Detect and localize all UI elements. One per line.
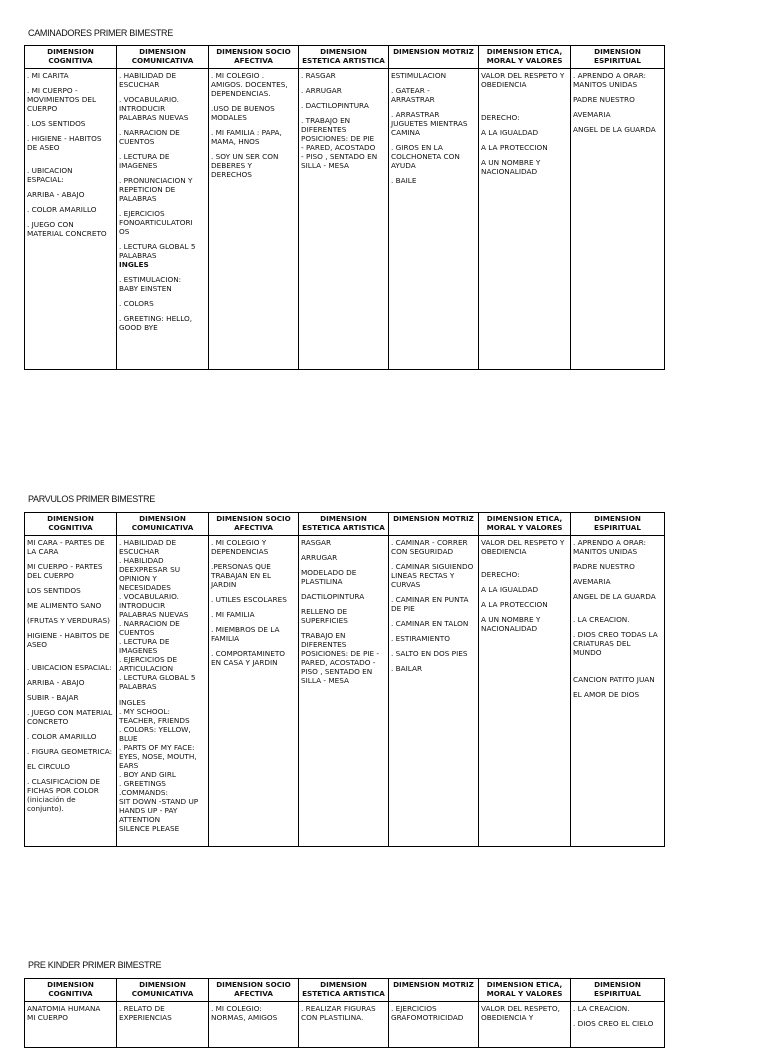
list-item: . DIOS CREO TODAS LA CRIATURAS DEL MUNDO: [573, 630, 658, 657]
list-item-ingles: INGLES: [119, 260, 149, 269]
list-item: . MI FAMILIA: [211, 610, 255, 619]
list-item: EL AMOR DE DIOS: [573, 690, 640, 699]
header-socio-afectiva: DIMENSION SOCIO AFECTIVA: [209, 513, 299, 536]
list-item: . LA CREACION.: [573, 615, 630, 624]
header-comunicativa: DIMENSION COMUNICATIVA: [117, 513, 209, 536]
list-item: . GATEAR - ARRASTRAR: [391, 86, 435, 104]
list-item: . VOCABULARIO. INTRODUCIR PALABRAS NUEVAS: [119, 95, 189, 122]
list-item: . BAILE: [391, 176, 417, 185]
list-item: . RASGAR: [301, 71, 336, 80]
list-item: PADRE NUESTRO: [573, 95, 635, 104]
list-item: . BAILAR: [391, 664, 423, 673]
list-item: . SOY UN SER CON DEBERES Y DERECHOS: [211, 152, 279, 179]
header-comunicativa: DIMENSION COMUNICATIVA: [117, 46, 209, 69]
header-etica: DIMENSION ETICA, MORAL Y VALORES: [479, 46, 571, 69]
plan-table-caminadores: [24, 45, 665, 370]
header-cognitiva: DIMENSION COGNITIVA: [25, 46, 117, 69]
list-item: . DACTILOPINTURA: [301, 101, 369, 110]
list-item: LOS SENTIDOS: [27, 586, 81, 595]
header-cognitiva: DIMENSION COGNITIVA: [25, 513, 117, 536]
header-row: [25, 513, 665, 536]
list-item: A LA IGUALDAD: [481, 585, 539, 594]
list-item: EL CIRCULO: [27, 762, 70, 771]
list-item: RASGAR: [301, 538, 332, 547]
list-item: . TRABAJO EN DIFERENTES POSICIONES: DE PIE - PARED, ACOSTADO - PISO , SENTADO EN SILLA - MESA: [301, 116, 378, 170]
list-item: . LECTURA GLOBAL 5 PALABRAS: [119, 242, 196, 260]
content-row: [25, 536, 665, 847]
list-item: . COLOR AMARILLO: [27, 732, 97, 741]
plan-table-parvulos: [24, 512, 665, 847]
list-item: . FIGURA GEOMETRICA:: [27, 747, 113, 756]
header-motriz: DIMENSION MOTRIZ: [389, 46, 479, 69]
cell-cognitiva: [25, 536, 117, 847]
list-item: . MI COLEGIO Y DEPENDENCIAS: [211, 538, 269, 556]
list-item: . SALTO EN DOS PIES: [391, 649, 468, 658]
list-item: AVEMARIA: [573, 577, 611, 586]
list-item: . CAMINAR EN TALON: [391, 619, 469, 628]
header-espiritual: DIMENSION ESPIRITUAL: [571, 513, 665, 536]
cell-etica: [479, 1002, 571, 1048]
list-item: SUBIR - BAJAR: [27, 693, 79, 702]
cell-etica: [479, 69, 571, 370]
list-item: . ESTIMULACION: BABY EINSTEN: [119, 275, 182, 293]
content-row: [25, 69, 665, 370]
list-item: . ARRUGAR: [301, 86, 342, 95]
list-item: . GREETING: HELLO, GOOD BYE: [119, 314, 193, 332]
header-motriz: DIMENSION MOTRIZ: [389, 979, 479, 1002]
list-item: DERECHO:: [481, 570, 520, 579]
list-item: . CAMINAR - CORRER CON SEGURIDAD: [391, 538, 468, 556]
list-item: RELLENO DE SUPERFICIES: [301, 607, 348, 625]
list-item: . ESTIRAMIENTO: [391, 634, 450, 643]
list-item: . MI COLEGIO . AMIGOS. DOCENTES, DEPENDENCIAS.: [211, 71, 288, 98]
list-item: . APRENDO A ORAR: MANITOS UNIDAS: [573, 71, 646, 89]
list-item: . NARRACION DE CUENTOS: [119, 128, 180, 146]
header-espiritual: DIMENSION ESPIRITUAL: [571, 979, 665, 1002]
list-item: . MIEMBROS DE LA FAMILIA: [211, 625, 280, 643]
list-item: . MI FAMILIA : PAPA, MAMA, HNOS: [211, 128, 282, 146]
list-item: . EJERCICIOS FONOARTICULATORI OS: [119, 209, 193, 236]
list-item: . COLORS: [119, 299, 154, 308]
list-item: MODELADO DE PLASTILINA: [301, 568, 357, 586]
list-item: . APRENDO A ORAR: MANITOS UNIDAS: [573, 538, 646, 556]
list-item: ARRIBA - ABAJO: [27, 190, 85, 199]
header-socio-afectiva: DIMENSION SOCIO AFECTIVA: [209, 46, 299, 69]
list-item: AVEMARIA: [573, 110, 611, 119]
list-item: HIGIENE - HABITOS DE ASEO: [27, 631, 110, 649]
header-motriz: DIMENSION MOTRIZ: [389, 513, 479, 536]
list-item: A UN NOMBRE Y NACIONALIDAD: [481, 615, 541, 633]
cell-espiritual: [571, 1002, 665, 1048]
plan-table-pre-kinder: [24, 978, 665, 1048]
list-item: . HABILIDAD DE ESCUCHAR: [119, 71, 177, 89]
list-item: . MI COLEGIO: NORMAS, AMIGOS: [211, 1004, 278, 1022]
list-item: ANGEL DE LA GUARDA: [573, 125, 656, 134]
list-item: VALOR DEL RESPETO, OBEDIENCIA Y: [481, 1004, 560, 1022]
list-item: VALOR DEL RESPETO Y OBEDIENCIA: [481, 538, 565, 556]
list-item: . UTILES ESCOLARES: [211, 595, 287, 604]
list-item: (FRUTAS Y VERDURAS): [27, 616, 110, 625]
list-item: .PERSONAS QUE TRABAJAN EN EL JARDIN: [211, 562, 272, 589]
list-item: . CAMINAR EN PUNTA DE PIE: [391, 595, 469, 613]
list-item: .USO DE BUENOS MODALES: [211, 104, 275, 122]
list-item: DACTILOPINTURA: [301, 592, 365, 601]
list-item: ANATOMIA HUMANA MI CUERPO: [27, 1004, 101, 1022]
list-item: . COLOR AMARILLO: [27, 205, 97, 214]
list-item: . COMPORTAMINETO EN CASA Y JARDIN: [211, 649, 286, 667]
list-item: . CAMINAR SIGUIENDO LINEAS RECTAS Y CURVAS: [391, 562, 474, 589]
cell-socio-afectiva: [209, 69, 299, 370]
list-item: . GIROS EN LA COLCHONETA CON AYUDA: [391, 143, 460, 170]
list-item: . MI CARITA: [27, 71, 69, 80]
list-item: DERECHO:: [481, 113, 520, 122]
cell-comunicativa: [117, 536, 209, 847]
list-item: A LA IGUALDAD: [481, 128, 539, 137]
list-item: . REALIZAR FIGURAS CON PLASTILINA.: [301, 1004, 376, 1022]
cell-cognitiva: [25, 1002, 117, 1048]
list-item: A LA PROTECCION: [481, 600, 548, 609]
list-item: . CLASIFICACION DE FICHAS POR COLOR (iniciación de conjunto).: [27, 777, 101, 813]
header-row: [25, 979, 665, 1002]
cell-espiritual: [571, 69, 665, 370]
cell-comunicativa: [117, 69, 209, 370]
list-item: MI CUERPO - PARTES DEL CUERPO: [27, 562, 103, 580]
list-item: ME ALIMENTO SANO: [27, 601, 102, 610]
header-socio-afectiva: DIMENSION SOCIO AFECTIVA: [209, 979, 299, 1002]
list-item: MI CARA - PARTES DE LA CARA: [27, 538, 105, 556]
cell-estetica-artistica: [299, 69, 389, 370]
cell-socio-afectiva: [209, 1002, 299, 1048]
header-estetica-artistica: DIMENSION ESTETICA ARTISTICA: [299, 979, 389, 1002]
list-item: . JUEGO CON MATERIAL CONCRETO: [27, 220, 107, 238]
cell-socio-afectiva: [209, 536, 299, 847]
header-espiritual: DIMENSION ESPIRITUAL: [571, 46, 665, 69]
list-item: . RELATO DE EXPERIENCIAS: [119, 1004, 172, 1022]
cell-motriz: [389, 69, 479, 370]
section-title-pre-kinder: PRE KINDER PRIMER BIMESTRE: [28, 960, 162, 970]
cell-motriz: [389, 536, 479, 847]
list-item: ARRIBA - ABAJO: [27, 678, 85, 687]
list-item: . PRONUNCIACION Y REPETICION DE PALABRAS: [119, 176, 193, 203]
list-item: . HIGIENE - HABITOS DE ASEO: [27, 134, 102, 152]
list-item-ingles: INGLES . MY SCHOOL: TEACHER, FRIENDS . COLORS: YELLOW, BLUE . PARTS OF MY FACE: EYES, NOSE, MOUTH, EARS . BOY AND GIRL . GREETINGS .COMMANDS: SIT DOWN -STAND UP HANDS UP - PAY ATTENTION SILENCE PLEASE: [119, 698, 199, 833]
list-item: TRABAJO EN DIFERENTES POSICIONES: DE PIE - PARED, ACOSTADO - PISO , SENTADO EN SILLA - MESA: [301, 631, 380, 685]
list-item: A UN NOMBRE Y NACIONALIDAD: [481, 158, 541, 176]
cell-estetica-artistica: [299, 536, 389, 847]
cell-espiritual: [571, 536, 665, 847]
list-item: . UBICACION ESPACIAL:: [27, 663, 112, 672]
cell-cognitiva: [25, 69, 117, 370]
list-item: . HABILIDAD DE ESCUCHAR . HABILIDAD DEEXPRESAR SU OPINION Y NECESIDADES . VOCABULARIO. INTRODUCIR PALABRAS NUEVAS . NARRACION DE CUENTOS . LECTURA DE IMAGENES . EJERCICIOS DE ARTICULACION . LECTURA GLOBAL 5 PALABRAS: [119, 538, 196, 691]
section-title-parvulos: PARVULOS PRIMER BIMESTRE: [28, 494, 155, 504]
list-item: CANCION PATITO JUAN: [573, 675, 655, 684]
list-item: PADRE NUESTRO: [573, 562, 635, 571]
header-cognitiva: DIMENSION COGNITIVA: [25, 979, 117, 1002]
section-title-caminadores: CAMINADORES PRIMER BIMESTRE: [28, 28, 173, 38]
list-item: . MI CUERPO - MOVIMIENTOS DEL CUERPO: [27, 86, 97, 113]
list-item: . JUEGO CON MATERIAL CONCRETO: [27, 708, 113, 726]
header-estetica-artistica: DIMENSION ESTETICA ARTISTICA: [299, 46, 389, 69]
header-etica: DIMENSION ETICA, MORAL Y VALORES: [479, 513, 571, 536]
list-item: VALOR DEL RESPETO Y OBEDIENCIA: [481, 71, 565, 89]
list-item: ESTIMULACION: [391, 71, 447, 80]
header-comunicativa: DIMENSION COMUNICATIVA: [117, 979, 209, 1002]
list-item: . EJERCICIOS GRAFOMOTRICIDAD: [391, 1004, 464, 1022]
list-item: ANGEL DE LA GUARDA: [573, 592, 656, 601]
header-row: [25, 46, 665, 69]
list-item: . LOS SENTIDOS: [27, 119, 86, 128]
list-item: . LECTURA DE IMAGENES: [119, 152, 170, 170]
header-estetica-artistica: DIMENSION ESTETICA ARTISTICA: [299, 513, 389, 536]
content-row: [25, 1002, 665, 1048]
list-item: . DIOS CREO EL CIELO: [573, 1019, 654, 1028]
cell-comunicativa: [117, 1002, 209, 1048]
list-item: . LA CREACION.: [573, 1004, 630, 1013]
list-item: ARRUGAR: [301, 553, 338, 562]
list-item: . UBICACION ESPACIAL:: [27, 166, 73, 184]
cell-motriz: [389, 1002, 479, 1048]
list-item: A LA PROTECCION: [481, 143, 548, 152]
cell-estetica-artistica: [299, 1002, 389, 1048]
cell-etica: [479, 536, 571, 847]
header-etica: DIMENSION ETICA, MORAL Y VALORES: [479, 979, 571, 1002]
list-item: . ARRASTRAR JUGUETES MIENTRAS CAMINA: [391, 110, 468, 137]
